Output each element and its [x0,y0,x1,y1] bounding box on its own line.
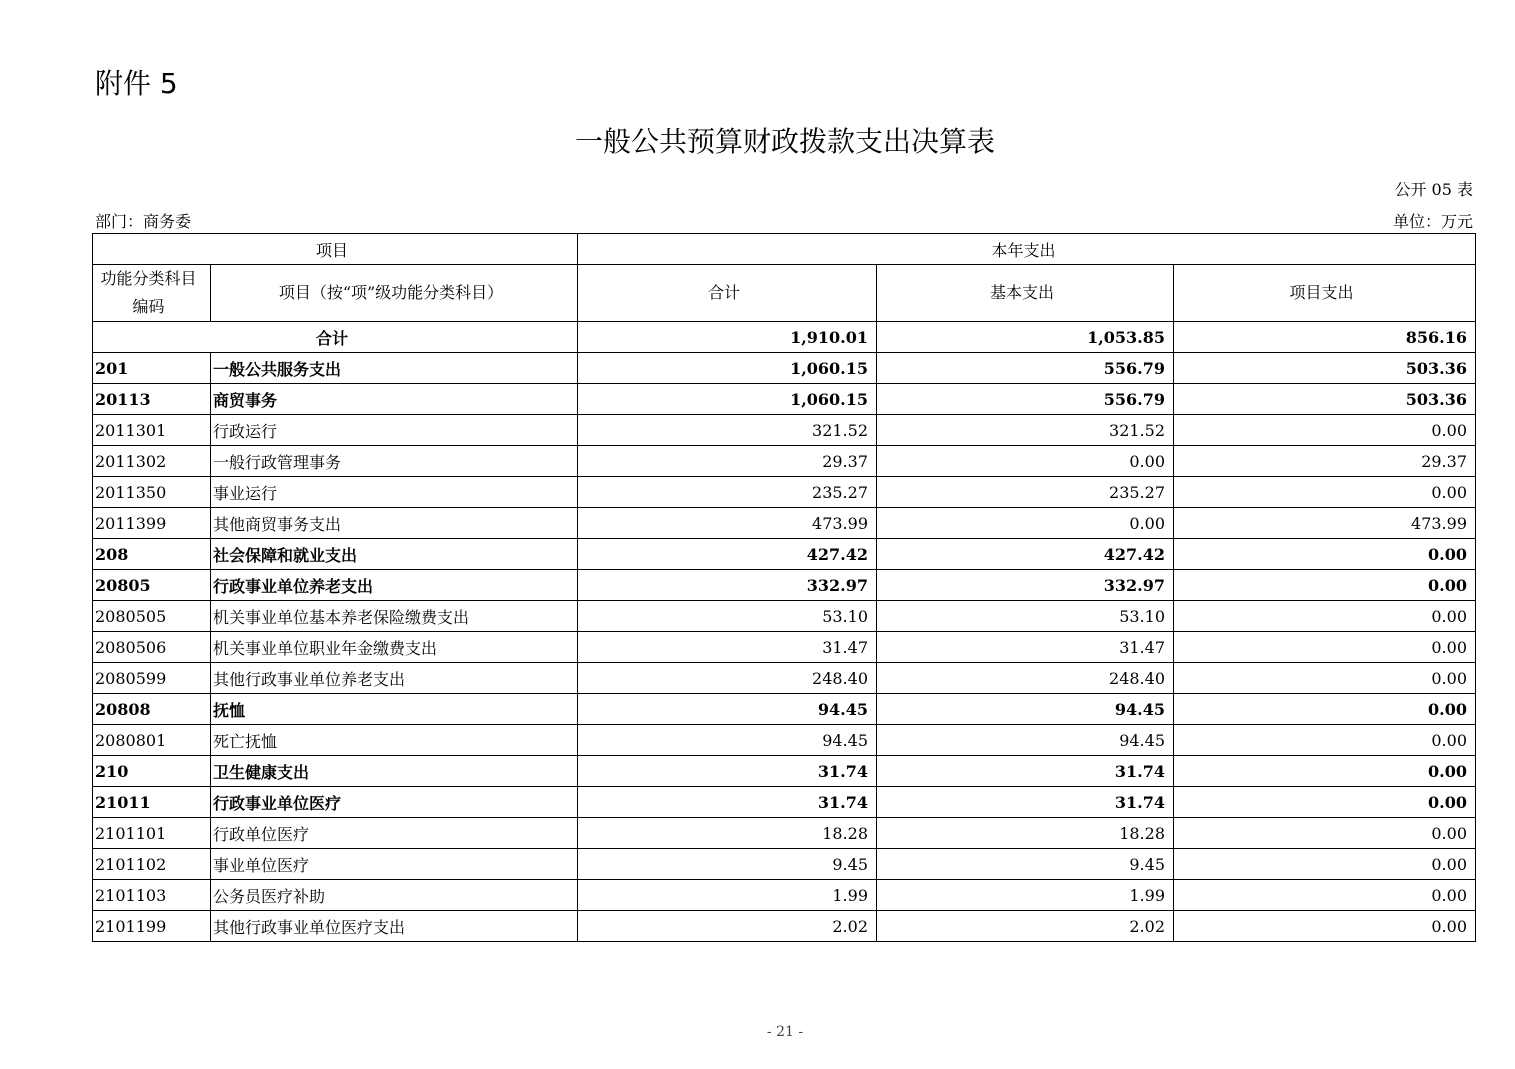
table-row [93,849,1476,880]
cell-total: 29.37 [578,446,877,477]
table-row [93,880,1476,911]
cell-name: 机关事业单位职业年金缴费支出 [211,632,578,663]
table-row [93,756,1476,787]
cell-project: 0.00 [1174,663,1476,694]
header-row-2 [93,265,1476,322]
table-row [93,818,1476,849]
table-row [93,663,1476,694]
cell-basic: 31.47 [877,632,1174,663]
cell-basic: 31.74 [877,756,1174,787]
header-code: 功能分类科目编码 [93,265,211,322]
cell-total: 94.45 [578,725,877,756]
cell-project: 503.36 [1174,384,1476,415]
cell-project: 0.00 [1174,725,1476,756]
cell-total: 18.28 [578,818,877,849]
page-title: 一般公共预算财政拨款支出决算表 [574,125,995,158]
cell-total: 332.97 [578,570,877,601]
cell-basic: 556.79 [877,384,1174,415]
table-row [93,415,1476,446]
cell-project: 0.00 [1174,911,1476,942]
cell-basic: 332.97 [877,570,1174,601]
cell-basic: 321.52 [877,415,1174,446]
cell-code: 2080801 [93,725,211,756]
cell-code: 2080506 [93,632,211,663]
table-row [93,787,1476,818]
table-row [93,911,1476,942]
cell-project: 0.00 [1174,415,1476,446]
total-project: 856.16 [1174,322,1476,353]
cell-project: 29.37 [1174,446,1476,477]
cell-basic: 9.45 [877,849,1174,880]
cell-total: 235.27 [578,477,877,508]
cell-total: 473.99 [578,508,877,539]
cell-basic: 2.02 [877,911,1174,942]
cell-basic: 0.00 [877,508,1174,539]
cell-code: 2011302 [93,446,211,477]
table-row [93,384,1476,415]
cell-project: 0.00 [1174,601,1476,632]
cell-total: 321.52 [578,415,877,446]
total-basic: 1,053.85 [877,322,1174,353]
cell-code: 2011301 [93,415,211,446]
table-row [93,570,1476,601]
department-label: 部门：商务委 [95,212,192,231]
cell-code: 20808 [93,694,211,725]
cell-name: 事业单位医疗 [211,849,578,880]
cell-project: 0.00 [1174,880,1476,911]
cell-project: 0.00 [1174,694,1476,725]
cell-project: 0.00 [1174,477,1476,508]
cell-name: 行政运行 [211,415,578,446]
cell-total: 1,060.15 [578,353,877,384]
cell-basic: 235.27 [877,477,1174,508]
cell-project: 0.00 [1174,849,1476,880]
cell-code: 20805 [93,570,211,601]
cell-total: 31.74 [578,756,877,787]
cell-code: 2101101 [93,818,211,849]
page-number: - 21 - [766,1024,804,1040]
cell-basic: 18.28 [877,818,1174,849]
expenditure-table [92,233,1476,942]
total-label: 合计 [93,322,578,353]
table-row [93,446,1476,477]
cell-name: 死亡抚恤 [211,725,578,756]
total-total: 1,910.01 [578,322,877,353]
cell-basic: 427.42 [877,539,1174,570]
cell-code: 2101103 [93,880,211,911]
header-row-1 [93,234,1476,265]
cell-name: 行政单位医疗 [211,818,578,849]
table-row [93,508,1476,539]
cell-name: 公务员医疗补助 [211,880,578,911]
attachment-label: 附件 5 [95,67,178,100]
form-number: 公开 05 表 [1394,180,1473,199]
cell-name: 一般公共服务支出 [211,353,578,384]
cell-name: 社会保障和就业支出 [211,539,578,570]
cell-code: 2080505 [93,601,211,632]
table-row [93,353,1476,384]
cell-code: 201 [93,353,211,384]
cell-basic: 53.10 [877,601,1174,632]
cell-name: 其他行政事业单位养老支出 [211,663,578,694]
cell-code: 2080599 [93,663,211,694]
cell-project: 0.00 [1174,570,1476,601]
cell-code: 210 [93,756,211,787]
cell-project: 0.00 [1174,539,1476,570]
cell-basic: 94.45 [877,725,1174,756]
table-row [93,632,1476,663]
total-row [93,322,1476,353]
cell-name: 行政事业单位医疗 [211,787,578,818]
cell-total: 2.02 [578,911,877,942]
cell-code: 2101102 [93,849,211,880]
cell-total: 31.47 [578,632,877,663]
cell-basic: 31.74 [877,787,1174,818]
cell-project: 503.36 [1174,353,1476,384]
cell-total: 248.40 [578,663,877,694]
cell-total: 53.10 [578,601,877,632]
cell-name: 其他行政事业单位医疗支出 [211,911,578,942]
cell-name: 行政事业单位养老支出 [211,570,578,601]
cell-code: 2011350 [93,477,211,508]
cell-total: 94.45 [578,694,877,725]
header-current-year: 本年支出 [578,234,1476,265]
cell-name: 其他商贸事务支出 [211,508,578,539]
cell-name: 卫生健康支出 [211,756,578,787]
table-row [93,694,1476,725]
header-project: 项目 [93,234,578,265]
cell-basic: 556.79 [877,353,1174,384]
cell-basic: 94.45 [877,694,1174,725]
cell-basic: 0.00 [877,446,1174,477]
cell-project: 0.00 [1174,787,1476,818]
cell-code: 21011 [93,787,211,818]
table-row [93,539,1476,570]
cell-total: 9.45 [578,849,877,880]
cell-total: 427.42 [578,539,877,570]
cell-project: 0.00 [1174,632,1476,663]
cell-basic: 248.40 [877,663,1174,694]
header-project-expenditure: 项目支出 [1174,265,1476,322]
cell-name: 商贸事务 [211,384,578,415]
table-row [93,725,1476,756]
cell-name: 机关事业单位基本养老保险缴费支出 [211,601,578,632]
cell-code: 20113 [93,384,211,415]
unit-label: 单位：万元 [1392,212,1473,231]
header-total: 合计 [578,265,877,322]
cell-project: 473.99 [1174,508,1476,539]
table-row [93,601,1476,632]
header-item: 项目（按“项”级功能分类科目） [211,265,578,322]
cell-name: 一般行政管理事务 [211,446,578,477]
table-row [93,477,1476,508]
cell-code: 2101199 [93,911,211,942]
cell-code: 2011399 [93,508,211,539]
cell-project: 0.00 [1174,756,1476,787]
header-basic: 基本支出 [877,265,1174,322]
cell-name: 事业运行 [211,477,578,508]
cell-total: 1.99 [578,880,877,911]
cell-name: 抚恤 [211,694,578,725]
cell-total: 1,060.15 [578,384,877,415]
cell-code: 208 [93,539,211,570]
cell-total: 31.74 [578,787,877,818]
cell-project: 0.00 [1174,818,1476,849]
cell-basic: 1.99 [877,880,1174,911]
